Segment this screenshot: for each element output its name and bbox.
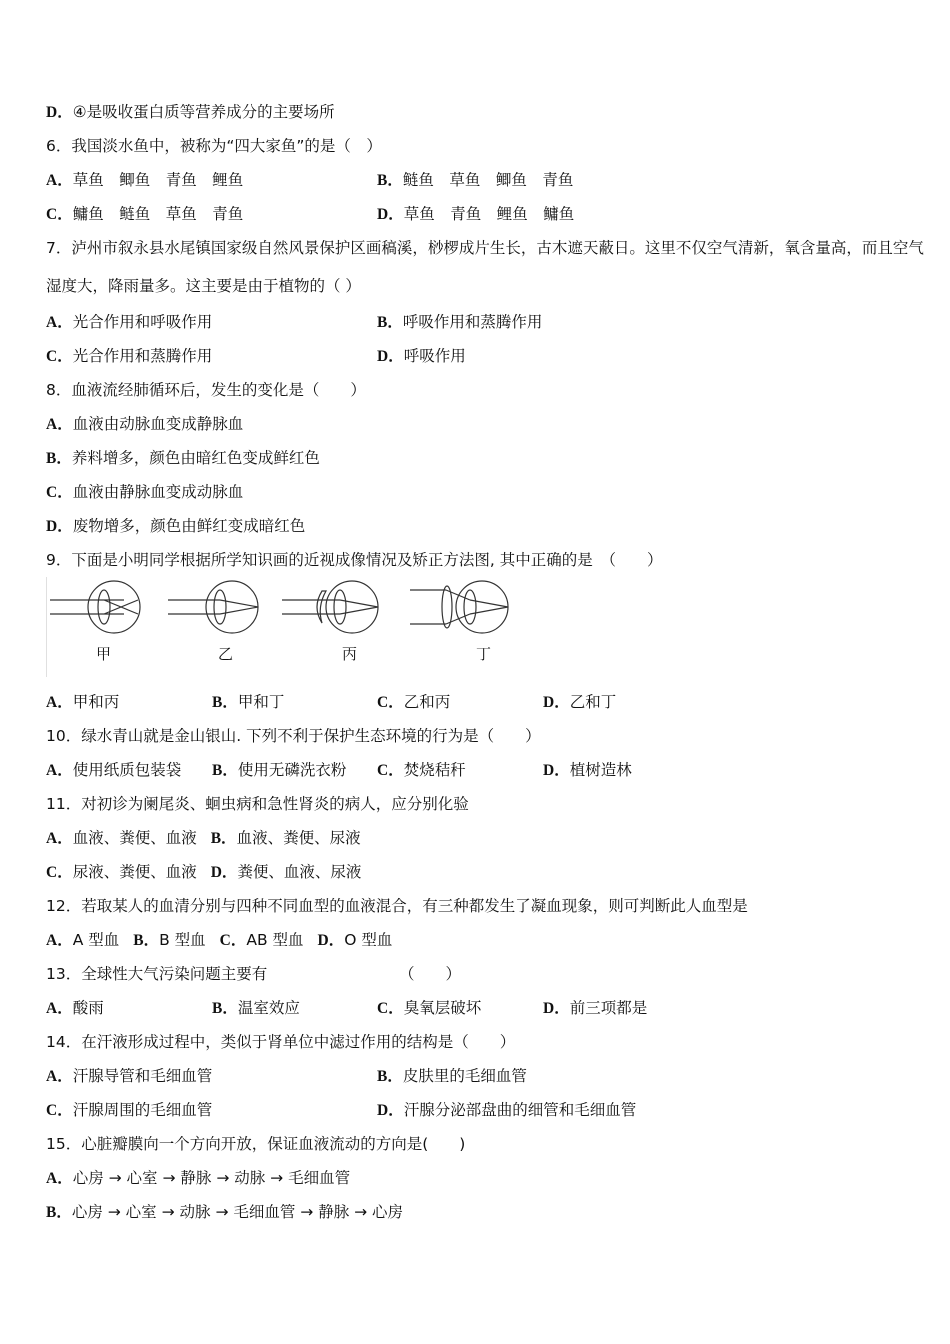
- option-label: B．: [212, 694, 238, 711]
- answer-options-row: [46, 407, 926, 441]
- answer-option[interactable]: [377, 339, 466, 374]
- question-stem: 7．泸州市叙永县水尾镇国家级自然风景保护区画稿溪，桫椤成片生长，古木遮天蔽日。这里不仅空气清新，氧含量高，而且空气湿度大，降雨量多。这主要是由于植物的（ ）: [46, 239, 924, 295]
- option-label: C．: [377, 694, 404, 711]
- answer-option[interactable]: [46, 1093, 212, 1128]
- answer-option[interactable]: [46, 685, 119, 720]
- option-text: O 型血: [344, 931, 393, 949]
- answer-option[interactable]: [377, 197, 574, 232]
- option-label: B．: [212, 1000, 238, 1017]
- question-stem: 13．全球性大气污染问题主要有 （ ）: [46, 965, 461, 983]
- option-text: 乙和丙: [403, 693, 451, 711]
- option-text: 心房 → 心室 → 静脉 → 动脉 → 毛细血管: [72, 1169, 351, 1187]
- option-label: D．: [317, 932, 345, 949]
- option-label: A．: [46, 172, 73, 189]
- option-label: D．: [210, 864, 238, 881]
- answer-option[interactable]: [377, 685, 450, 720]
- answer-option[interactable]: [46, 95, 335, 130]
- answer-options-row: [46, 1059, 926, 1093]
- question-stem: 6．我国淡水鱼中，被称为“四大家鱼”的是（ ）: [46, 137, 382, 155]
- answer-option[interactable]: [543, 991, 647, 1026]
- option-label: A．: [46, 932, 73, 949]
- option-text: 甲和丁: [237, 693, 285, 711]
- eye-diagram-figure: [46, 577, 926, 685]
- answer-option[interactable]: [46, 863, 197, 881]
- question-stem: 12．若取某人的血清分别与四种不同血型的血液混合，有三种都发生了凝血现象，则可判断此人血型是: [46, 897, 748, 915]
- option-label: A．: [46, 762, 73, 779]
- option-label: A．: [46, 314, 73, 331]
- answer-option[interactable]: [377, 163, 573, 198]
- answer-option[interactable]: [46, 441, 320, 476]
- exam-document: [46, 95, 926, 1229]
- option-label: B．: [46, 450, 72, 467]
- option-text: 呼吸作用: [403, 347, 466, 365]
- answer-option[interactable]: [46, 475, 243, 510]
- answer-option[interactable]: [46, 829, 197, 847]
- eye-diagram-yi: [168, 581, 258, 633]
- answer-options-row: [46, 1093, 926, 1127]
- answer-option[interactable]: [46, 991, 104, 1026]
- option-label: D．: [543, 694, 570, 711]
- answer-option[interactable]: [211, 829, 361, 847]
- answer-option[interactable]: [46, 305, 212, 340]
- eye-diagram-ding: [410, 581, 508, 633]
- option-text: 鳙鱼 鲢鱼 草鱼 青鱼: [72, 205, 244, 223]
- option-label: A．: [46, 416, 73, 433]
- option-label: A．: [46, 1068, 73, 1085]
- option-text: 呼吸作用和蒸腾作用: [402, 313, 543, 331]
- option-label: C．: [46, 864, 73, 881]
- figure-label-2: 丙: [342, 645, 358, 663]
- answer-option[interactable]: [46, 1059, 212, 1094]
- answer-options-row: [46, 163, 926, 197]
- option-label: D．: [543, 762, 570, 779]
- answer-options-row: [46, 685, 926, 719]
- answer-options-row: [46, 1195, 926, 1229]
- answer-options-row: [46, 339, 926, 373]
- question-stem: 10．绿水青山就是金山银山. 下列不利于保护生态环境的行为是（ ）: [46, 727, 541, 745]
- answer-options-row: [46, 1161, 926, 1195]
- answer-option[interactable]: [46, 407, 243, 442]
- answer-option[interactable]: [46, 197, 243, 232]
- option-label: C．: [219, 932, 247, 949]
- answer-options-row: [46, 475, 926, 509]
- option-text: 心房 → 心室 → 动脉 → 毛细血管 → 静脉 → 心房: [71, 1203, 404, 1221]
- option-label: B．: [210, 830, 237, 847]
- question-stem: 9．下面是小明同学根据所学知识画的近视成像情况及矫正方法图, 其中正确的是 （ ）: [46, 551, 663, 569]
- option-text: 血液由静脉血变成动脉血: [72, 483, 244, 501]
- option-text: AB 型血: [246, 931, 304, 949]
- answer-options-row: [46, 197, 926, 231]
- option-text: A 型血: [72, 931, 120, 949]
- figure-label-1: 乙: [218, 645, 234, 663]
- option-label: C．: [377, 1000, 404, 1017]
- answer-option[interactable]: [318, 931, 393, 949]
- option-label: B．: [133, 932, 160, 949]
- answer-options-row: [46, 923, 926, 957]
- answer-option[interactable]: [377, 991, 481, 1026]
- option-label: B．: [46, 1204, 72, 1221]
- answer-option[interactable]: [46, 753, 181, 788]
- question-stem: 8．血液流经肺循环后，发生的变化是（ ）: [46, 381, 366, 399]
- option-label: D．: [377, 206, 404, 223]
- answer-options-row: [46, 991, 926, 1025]
- answer-option[interactable]: [377, 305, 542, 340]
- answer-option[interactable]: [211, 863, 362, 881]
- figure-label-0: 甲: [96, 645, 112, 663]
- question-stem: 15．心脏瓣膜向一个方向开放，保证血液流动的方向是( ): [46, 1135, 466, 1153]
- eye-diagram-jia: [50, 581, 140, 633]
- option-label: A．: [46, 830, 73, 847]
- answer-option[interactable]: [46, 931, 119, 949]
- option-label: C．: [46, 206, 73, 223]
- answer-option[interactable]: [220, 931, 304, 949]
- option-text: 焚烧秸秆: [403, 761, 466, 779]
- answer-option[interactable]: [46, 1161, 350, 1196]
- option-text: 草鱼 鲫鱼 青鱼 鲤鱼: [72, 171, 244, 189]
- option-label: B．: [377, 172, 403, 189]
- eye-diagrams: [46, 577, 516, 677]
- option-text: 粪便、血液、尿液: [237, 863, 362, 881]
- answer-options-row: [46, 753, 926, 787]
- question-stem: 11．对初诊为阑尾炎、蛔虫病和急性肾炎的病人，应分别化验: [46, 795, 469, 813]
- answer-option[interactable]: [212, 753, 346, 788]
- option-text: ④是吸收蛋白质等营养成分的主要场所: [72, 103, 335, 121]
- option-text: 皮肤里的毛细血管: [402, 1067, 527, 1085]
- option-text: 鲢鱼 草鱼 鲫鱼 青鱼: [402, 171, 574, 189]
- answer-option[interactable]: [543, 685, 616, 720]
- option-label: D．: [377, 1102, 404, 1119]
- option-label: C．: [46, 1102, 73, 1119]
- option-label: C．: [377, 762, 404, 779]
- option-label: B．: [377, 314, 403, 331]
- option-text: 使用纸质包装袋: [72, 761, 182, 779]
- answer-option[interactable]: [46, 163, 243, 198]
- answer-options-row: [46, 855, 926, 889]
- answer-option[interactable]: [133, 931, 205, 949]
- option-text: 前三项都是: [569, 999, 648, 1017]
- option-label: C．: [46, 484, 73, 501]
- option-text: 血液、粪便、尿液: [236, 829, 361, 847]
- option-text: 草鱼 青鱼 鲤鱼 鳙鱼: [403, 205, 575, 223]
- answer-option[interactable]: [377, 1093, 636, 1128]
- option-text: 光合作用和呼吸作用: [72, 313, 213, 331]
- option-label: B．: [212, 762, 238, 779]
- option-label: D．: [46, 518, 73, 535]
- option-text: 乙和丁: [569, 693, 617, 711]
- option-label: A．: [46, 1170, 73, 1187]
- option-text: 光合作用和蒸腾作用: [72, 347, 213, 365]
- option-text: 养料增多，颜色由暗红色变成鲜红色: [71, 449, 320, 467]
- option-label: C．: [46, 348, 73, 365]
- option-label: A．: [46, 1000, 73, 1017]
- answer-option[interactable]: [377, 753, 466, 788]
- option-text: B 型血: [159, 931, 206, 949]
- option-text: 温室效应: [237, 999, 300, 1017]
- option-text: 植树造林: [569, 761, 632, 779]
- option-label: B．: [377, 1068, 403, 1085]
- answer-options-row: [46, 821, 926, 855]
- option-label: D．: [46, 104, 73, 121]
- answer-option[interactable]: [543, 753, 632, 788]
- option-text: 酸雨: [72, 999, 104, 1017]
- answer-options-row: [46, 509, 926, 543]
- option-text: 甲和丙: [72, 693, 120, 711]
- eye-diagram-bing: [282, 581, 378, 633]
- option-label: D．: [543, 1000, 570, 1017]
- figure-label-3: 丁: [476, 645, 492, 663]
- answer-option[interactable]: [46, 509, 305, 544]
- answer-options-row: [46, 441, 926, 475]
- answer-option[interactable]: [46, 339, 212, 374]
- option-text: 汗腺导管和毛细血管: [72, 1067, 213, 1085]
- answer-option[interactable]: [212, 685, 284, 720]
- answer-option[interactable]: [212, 991, 300, 1026]
- option-label: D．: [377, 348, 404, 365]
- option-text: 臭氧层破坏: [403, 999, 482, 1017]
- answer-options-row: [46, 95, 926, 129]
- option-label: A．: [46, 694, 73, 711]
- option-text: 废物增多，颜色由鲜红变成暗红色: [72, 517, 306, 535]
- option-text: 汗腺分泌部盘曲的细管和毛细血管: [403, 1101, 637, 1119]
- answer-options-row: [46, 305, 926, 339]
- question-stem: 14．在汗液形成过程中，类似于肾单位中滤过作用的结构是（ ）: [46, 1033, 516, 1051]
- option-text: 汗腺周围的毛细血管: [72, 1101, 213, 1119]
- option-text: 血液由动脉血变成静脉血: [72, 415, 244, 433]
- option-text: 尿液、粪便、血液: [72, 863, 197, 881]
- option-text: 使用无磷洗衣粉: [237, 761, 347, 779]
- option-text: 血液、粪便、血液: [72, 829, 197, 847]
- answer-option[interactable]: [377, 1059, 527, 1094]
- answer-option[interactable]: [46, 1195, 403, 1230]
